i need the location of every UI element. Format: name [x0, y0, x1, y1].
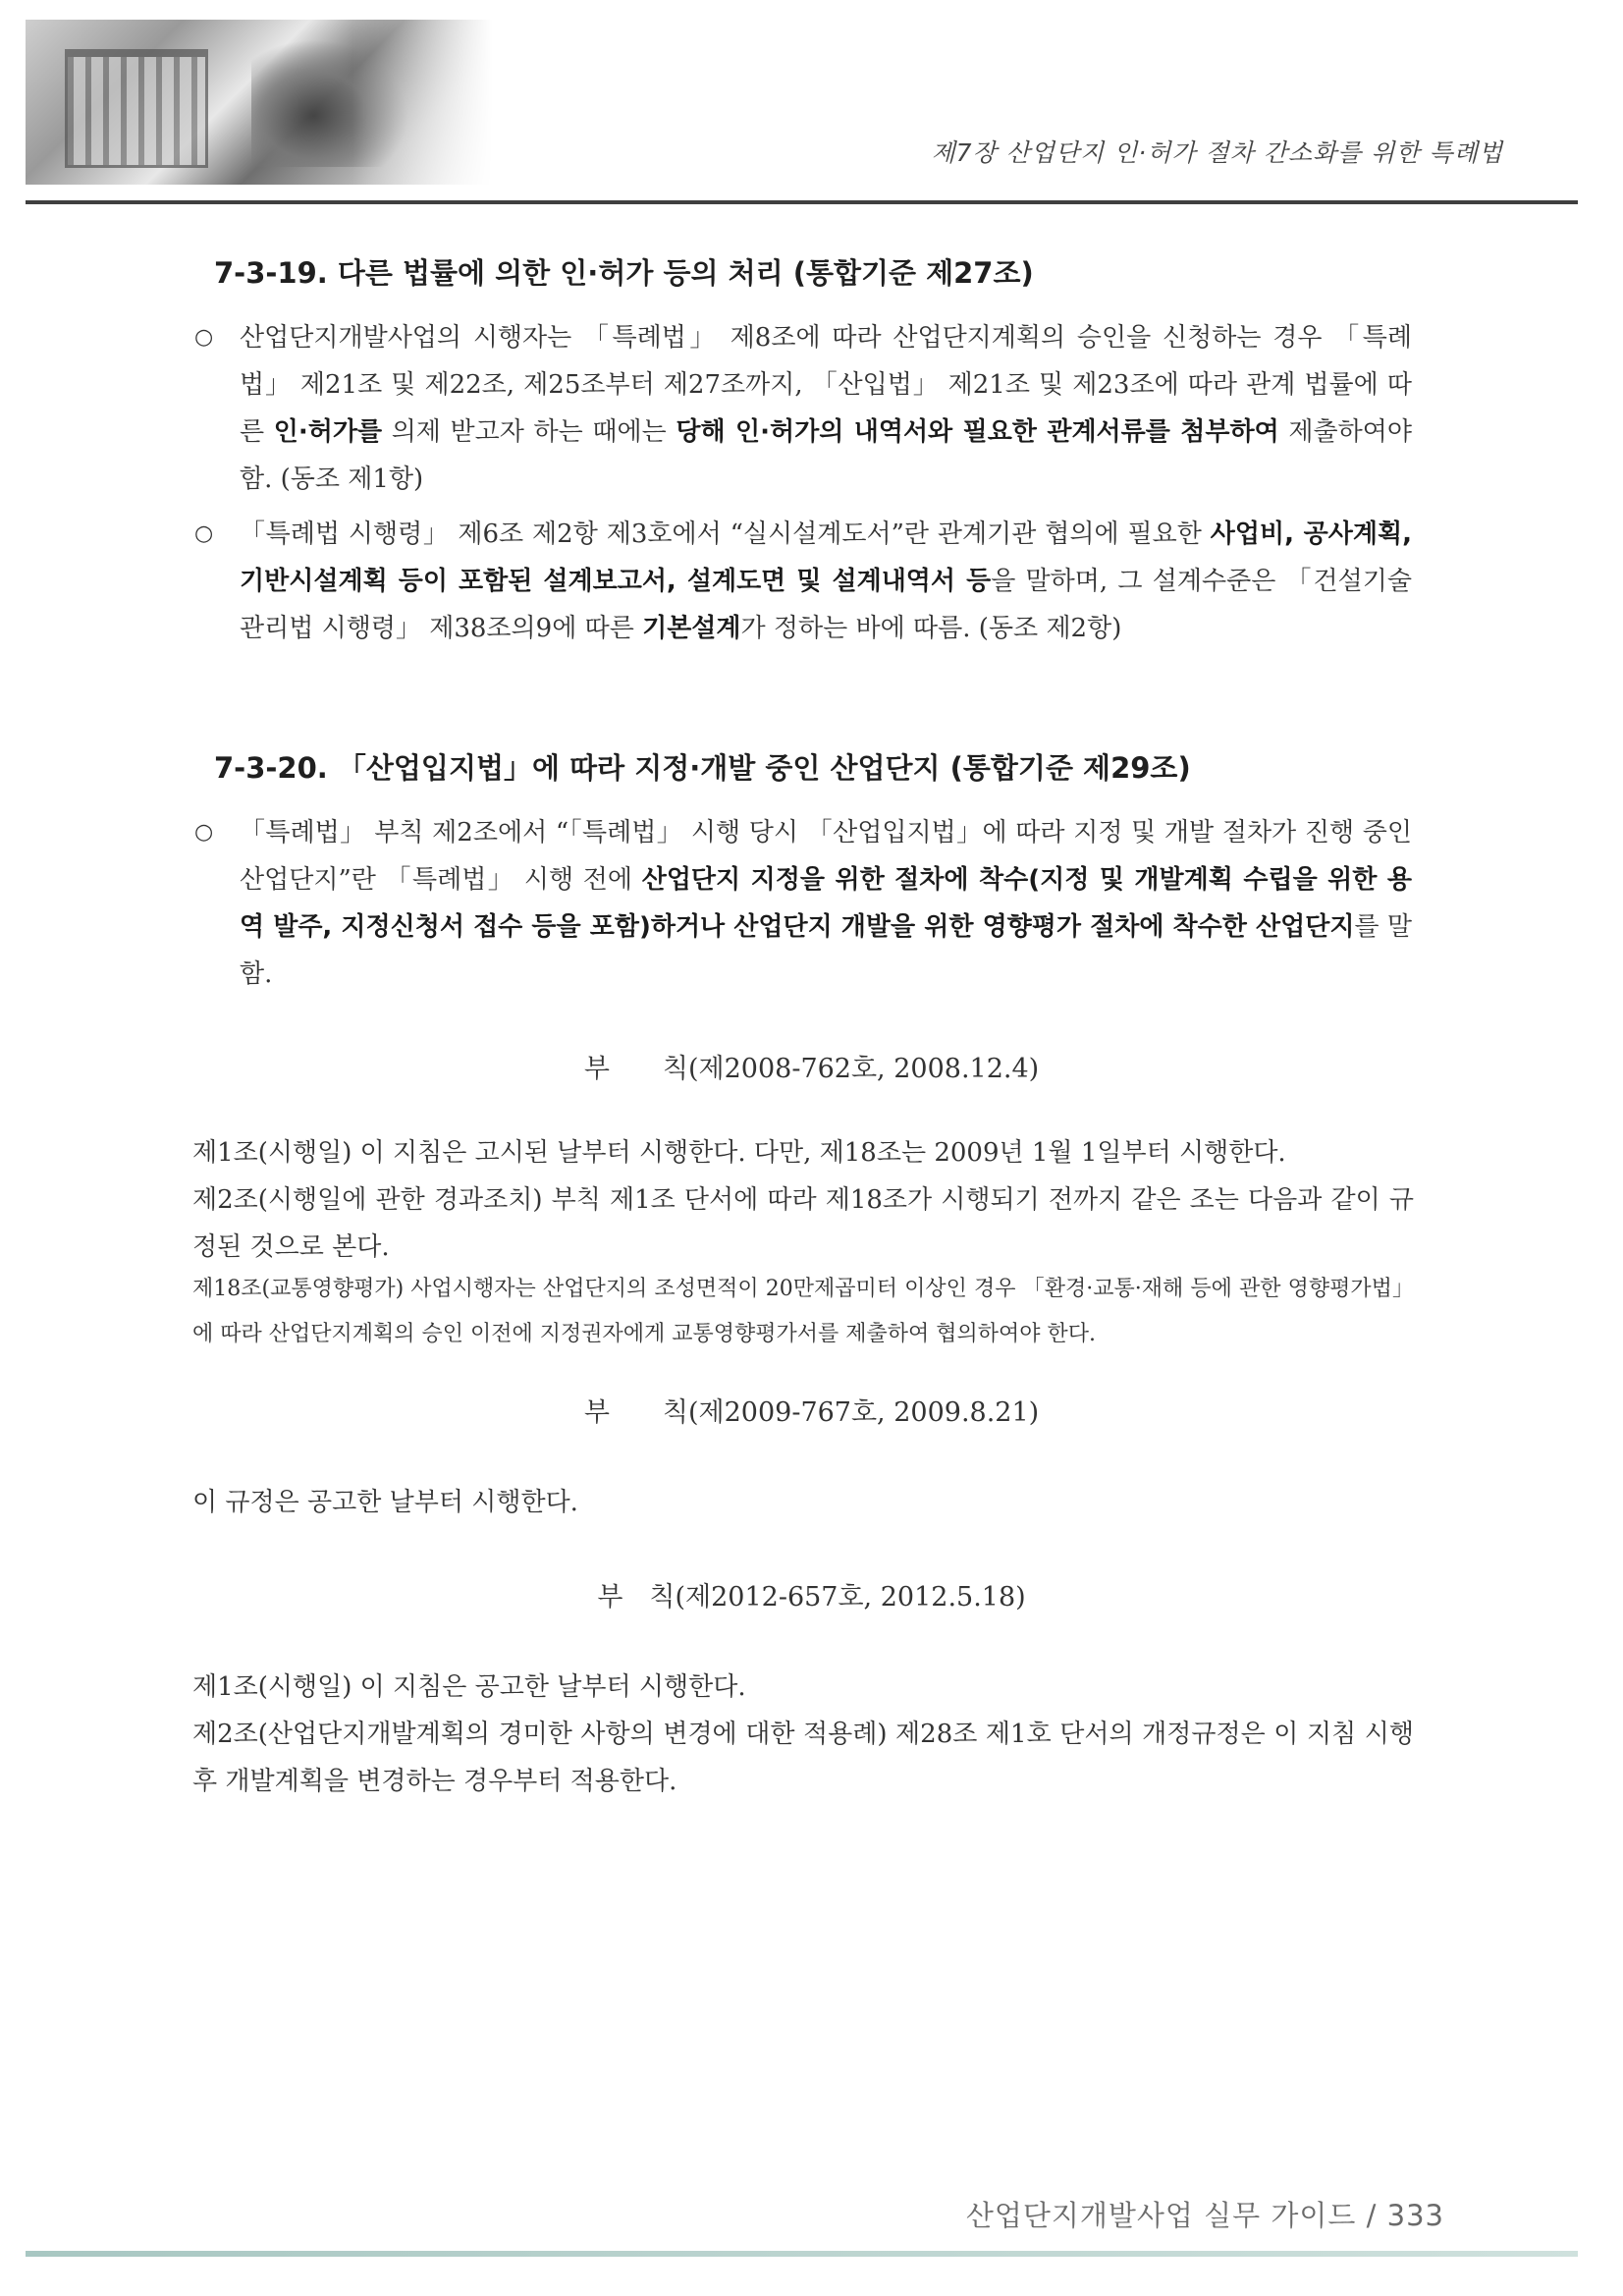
addendum-paragraph: 제2조(시행일에 관한 경과조치) 부칙 제1조 단서에 따라 제18조가 시행되기 전까지 같은 조는 다음과 같이 규정된 것으로 본다.	[192, 1185, 1414, 1262]
header-photo-image	[26, 20, 493, 185]
section-heading-7-3-20: 7-3-20. 「산업입지법」에 따라 지정·개발 중인 산업단지 (통합기준 제29조)	[214, 751, 1191, 785]
addendum-note-paragraph: 제18조(교통영향평가) 사업시행자는 산업단지의 조성면적이 20만제곱미터 이상인 경우 「환경·교통·재해 등에 관한 영향평가법」에 따라 산업단지계획의 승인 이전에 지정권자에게 교통영향평가서를 제출하여 협의하여야 한다.	[192, 1277, 1414, 1346]
bullet-circle-icon: ○	[194, 325, 214, 350]
bullet-text: 「특례법」 부칙 제2조에서 “「특례법」 시행 당시 「산업입지법」에 따라 지정 및 개발 절차가 진행 중인 산업단지”란 「특례법」 시행 전에 산업단지 지정을 위한 절차에 착수(지정 및 개발계획 수립을 위한 용역 발주, 지정신청서 접수 등을 포함)하거나 산업단지 개발을 위한 영향평가 절차에 착수한 산업단지를 말함.	[240, 818, 1413, 989]
footer-divider	[26, 2251, 1578, 2257]
addendum-title: 부 칙(제2009-767호, 2009.8.21)	[583, 1397, 1040, 1428]
chapter-title: 제7장 산업단지 인·허가 절차 간소화를 위한 특례법	[931, 138, 1503, 167]
bullet-circle-icon: ○	[194, 521, 214, 546]
addendum-title: 부 칙(제2008-762호, 2008.12.4)	[583, 1054, 1040, 1084]
bullet-paragraph	[194, 809, 1412, 998]
addendum-paragraph: 제2조(산업단지개발계획의 경미한 사항의 변경에 대한 적용례) 제28조 제1호 단서의 개정규정은 이 지침 시행 후 개발계획을 변경하는 경우부터 적용한다.	[192, 1720, 1414, 1796]
header-divider	[26, 200, 1578, 204]
bullet-paragraph	[194, 314, 1412, 503]
footer-page-label: 산업단지개발사업 실무 가이드 / 333	[965, 2199, 1444, 2232]
bullet-text: 산업단지개발사업의 시행자는 「특례법」 제8조에 따라 산업단지계획의 승인을 신청하는 경우 「특례법」 제21조 및 제22조, 제25조부터 제27조까지, 「산입법」 제21조 및 제23조에 따라 관계 법률에 따른 인·허가를 의제 받고자 하는 때에는 당해 인·허가의 내역서와 필요한 관계서류를 첨부하여 제출하여야 함. (동조 제1항)	[240, 323, 1412, 494]
bullet-circle-icon: ○	[194, 820, 214, 845]
bullet-paragraph	[194, 511, 1412, 652]
section-heading-7-3-19: 7-3-19. 다른 법률에 의한 인·허가 등의 처리 (통합기준 제27조)	[214, 256, 1034, 290]
addendum-paragraph: 제1조(시행일) 이 지침은 공고한 날부터 시행한다.	[192, 1672, 746, 1702]
addendum-title: 부 칙(제2012-657호, 2012.5.18)	[597, 1582, 1026, 1613]
addendum-paragraph: 제1조(시행일) 이 지침은 고시된 날부터 시행한다. 다만, 제18조는 2009년 1월 1일부터 시행한다.	[192, 1138, 1286, 1168]
bullet-text: 「특례법 시행령」 제6조 제2항 제3호에서 “실시설계도서”란 관계기관 협의에 필요한 사업비, 공사계획, 기반시설계획 등이 포함된 설계보고서, 설계도면 및 설계내역서 등을 말하며, 그 설계수준은 「건설기술관리법 시행령」 제38조의9에 따른 기본설계가 정하는 바에 따름. (동조 제2항)	[240, 519, 1412, 643]
addendum-paragraph: 이 규정은 공고한 날부터 시행한다.	[192, 1488, 578, 1517]
